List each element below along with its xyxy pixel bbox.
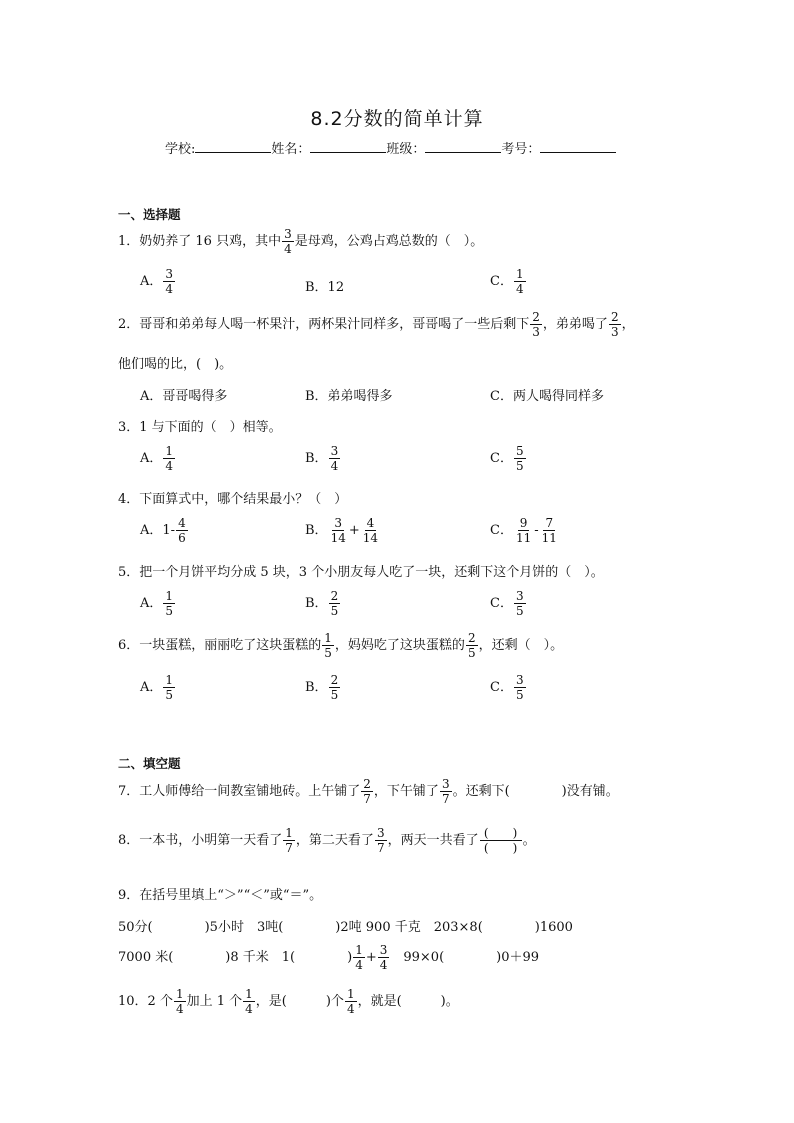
q5-option-c[interactable]: C． $\frac{3}{5}$ (490, 589, 524, 618)
question-7: 7．工人师傅给一间教室铺地砖。上午铺了 $\frac{2}{7}$ ，下午铺了 $\frac{3}{7}$ 。还剩下( )没有铺。 (118, 777, 619, 806)
number-label: 考号： (501, 142, 541, 157)
q2-stem-line2: 他们喝的比，( )。 (118, 357, 233, 372)
q1-fraction: $\frac{3}{4}$ (284, 227, 292, 256)
class-label: 班级： (386, 142, 426, 157)
school-label: 学校: (165, 142, 196, 157)
class-blank[interactable] (425, 138, 501, 153)
q6-option-a[interactable]: A． $\frac{1}{5}$ (140, 673, 174, 702)
q10-blank-2[interactable]: ，就是( )。 (357, 994, 459, 1009)
q2-option-b[interactable]: B．弟弟喝得多 (305, 389, 393, 404)
q1-stem-pre: 1．奶奶养了 16 只鸡，其中 (118, 234, 282, 249)
question-1 (118, 228, 483, 255)
q6-fraction-2: $\frac{2}{5}$ (467, 631, 476, 660)
q2-option-a[interactable]: A．哥哥喝得多 (140, 389, 228, 404)
question-6: 6．一块蛋糕，丽丽吃了这块蛋糕的 $\frac{1}{5}$ ，妈妈吃了这块蛋糕的 $\frac{2}{5}$ ，还剩（ ）。 (118, 631, 564, 660)
q2-fraction-1: $\frac{2}{3}$ (532, 310, 540, 339)
q2-fraction-2: $\frac{2}{3}$ (610, 310, 619, 339)
number-blank[interactable] (540, 138, 616, 153)
q4-option-a[interactable]: A．1- $\frac{4}{6}$ (140, 516, 186, 545)
q6-option-b[interactable]: B． $\frac{2}{5}$ (305, 673, 339, 702)
q6-fraction-1: $\frac{1}{5}$ (324, 631, 332, 660)
section-heading-fill: 二、填空题 (118, 756, 181, 771)
question-2: 2．哥哥和弟弟每人喝一杯果汁，两杯果汁同样多，哥哥喝了一些后剩下 $\frac{2}{3}$ ，弟弟喝了 $\frac{2}{3}$ ， (118, 310, 635, 339)
question-4: 4．下面算式中，哪个结果最小？（ ） (118, 492, 348, 507)
q9-compare-row-2[interactable]: 7000 米( )8 千米 1( ) $\frac{1}{4}$ + $\frac{3}{4}$ 99×0( )0＋99 (118, 943, 540, 972)
q3-option-b[interactable]: B． $\frac{3}{4}$ (305, 444, 339, 473)
q1-option-a[interactable]: A． $\frac{3}{4}$ (140, 267, 174, 296)
name-blank[interactable] (310, 138, 386, 153)
q8-answer-fraction-blank[interactable]: $\frac{( )}{( )}$ (480, 827, 522, 854)
page-title: 8.2分数的简单计算 (310, 108, 484, 130)
q3-option-c[interactable]: C． $\frac{5}{5}$ (490, 444, 524, 473)
question-10: 10．2 个 $\frac{1}{4}$ 加上 1 个 $\frac{1}{4}$ ，是( )个 $\frac{1}{4}$ ，就是( )。 (118, 987, 459, 1016)
name-label: 姓名： (271, 142, 311, 157)
q1-stem-post: 是母鸡，公鸡占鸡总数的（ ）。 (294, 234, 484, 249)
question-9: 9．在括号里填上“＞”“＜”或“＝”。 (118, 888, 323, 903)
q2-option-c[interactable]: C．两人喝得同样多 (490, 389, 604, 404)
q8-fraction-1: $\frac{1}{7}$ (285, 826, 293, 855)
q7-fraction-2: $\frac{3}{7}$ (441, 777, 450, 806)
q1-option-c[interactable]: C． $\frac{1}{4}$ (490, 267, 524, 296)
q7-fraction-1: $\frac{2}{7}$ (363, 777, 371, 806)
q4-option-b[interactable]: B． $\frac{3}{14}$ + $\frac{4}{14}$ (305, 516, 379, 545)
q6-option-c[interactable]: C． $\frac{3}{5}$ (490, 673, 524, 702)
q3-option-a[interactable]: A． $\frac{1}{4}$ (140, 444, 174, 473)
q4-option-c[interactable]: C． $\frac{9}{11}$ - $\frac{7}{11}$ (490, 516, 557, 545)
q5-option-a[interactable]: A． $\frac{1}{5}$ (140, 589, 174, 618)
q8-fraction-2: $\frac{3}{7}$ (376, 826, 385, 855)
q5-option-b[interactable]: B． $\frac{2}{5}$ (305, 589, 339, 618)
question-5: 5．把一个月饼平均分成 5 块，3 个小朋友每人吃了一块，还剩下这个月饼的（ ）。 (118, 565, 604, 580)
question-3: 3．1 与下面的（ ）相等。 (118, 420, 282, 435)
student-info-line (165, 138, 616, 157)
q7-answer-blank[interactable]: 。还剩下( )没有铺。 (452, 784, 619, 799)
q1-option-b[interactable]: B．12 (305, 280, 345, 295)
q10-blank-1[interactable]: ，是( )个 (255, 994, 344, 1009)
section-heading-choice: 一、选择题 (118, 207, 181, 222)
school-blank[interactable] (195, 138, 271, 153)
question-8: 8．一本书，小明第一天看了 $\frac{1}{7}$ ，第二天看了 $\frac{3}{7}$ ，两天一共看了 $\frac{( )}{( )}$ 。 (118, 826, 536, 855)
q9-compare-row-1[interactable]: 50分( )5小时 3吨( )2吨 900 千克 203×8( )1600 (118, 920, 573, 935)
